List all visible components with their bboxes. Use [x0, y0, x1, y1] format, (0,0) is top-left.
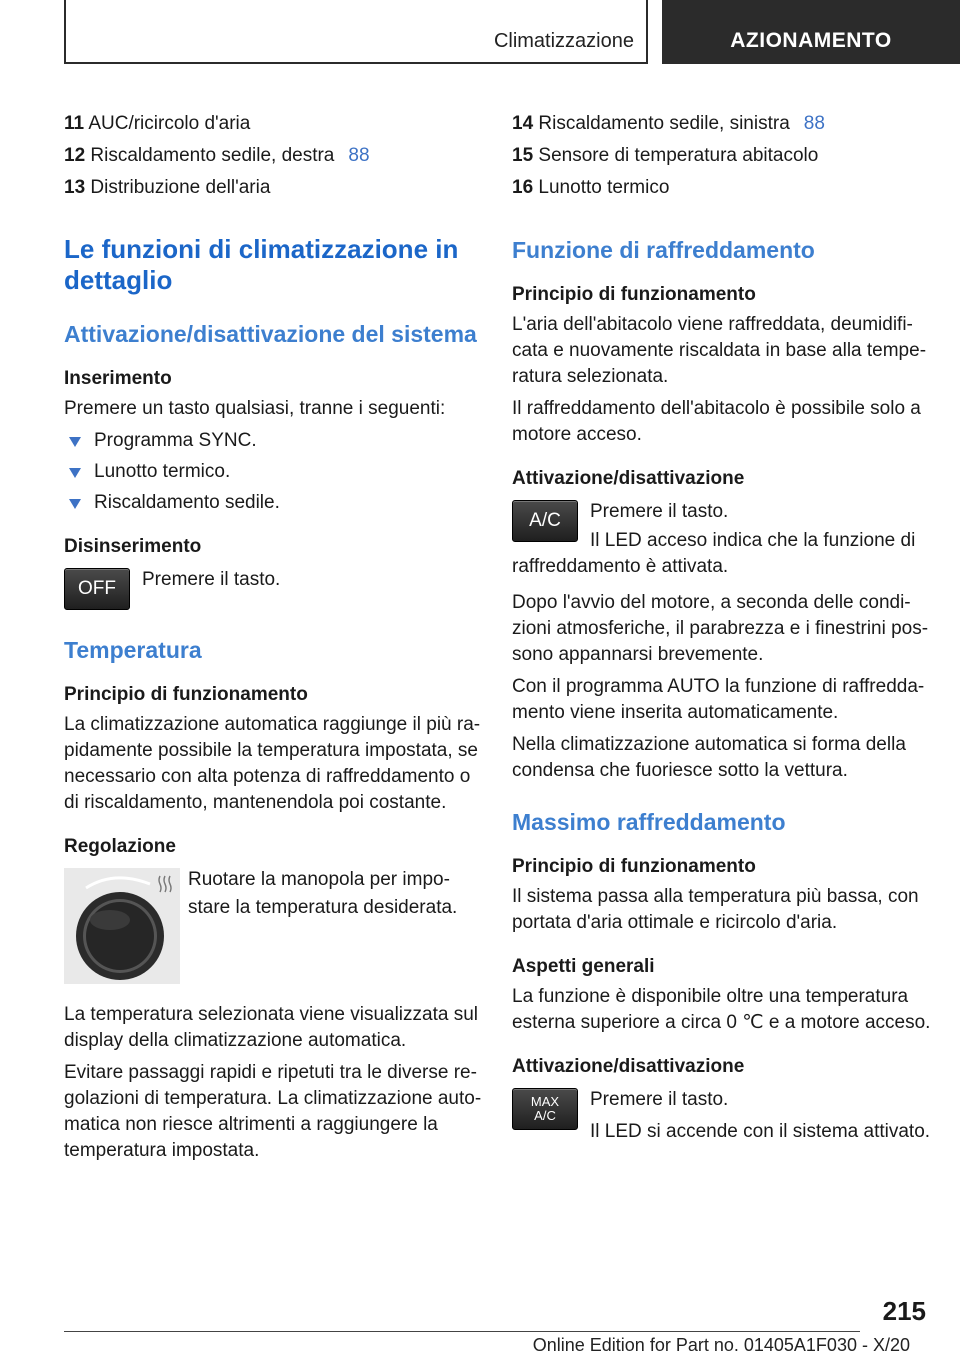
on-text: Premere un tasto qualsiasi, tranne i seguenti: — [64, 398, 446, 419]
knob-block — [64, 866, 484, 994]
legend-item — [64, 140, 484, 172]
legend-text: Riscaldamento sedile, destra — [90, 145, 335, 166]
ac-button-block — [512, 496, 932, 580]
legend-list-left — [64, 108, 484, 204]
legend-item — [512, 172, 932, 204]
cooling-section-title: Funzione di raffreddamento — [512, 237, 815, 263]
max-button-block — [512, 1084, 932, 1148]
footer-edition-text: Online Edition for Part no. 01405A1F030 - X/20 — [532, 1335, 910, 1355]
main-section-title: Le funzioni di climatizzazione in dettaglio — [64, 234, 459, 295]
bullet-item: Lunotto termico. — [64, 459, 484, 485]
bullet-item: Programma SYNC. — [64, 428, 484, 454]
legend-list-right — [512, 108, 932, 204]
page-reference-link[interactable]: 88 — [348, 145, 370, 166]
legend-text: AUC/ricircolo d'aria — [88, 113, 251, 134]
temp-principle-subtitle: Principio di funzionamento — [64, 684, 308, 705]
cool-principle-subtitle: Principio di funzionamento — [512, 284, 756, 305]
page-number: 215 — [882, 1296, 926, 1326]
legend-text: Distribuzione dell'aria — [90, 177, 271, 198]
regulation-paragraph-2: Evitare passaggi rapidi e ripetuti tra le diverse re-golazioni di temperatura. La climatizzazione auto-matica non riesce altrimenti a raggiungere la temperatura impostata. — [64, 1062, 482, 1161]
off-subtitle: Disinserimento — [64, 536, 202, 557]
legend-number: 13 — [64, 177, 86, 198]
max-cooling-section-title: Massimo raffreddamento — [512, 809, 786, 835]
cool-activation-subtitle: Attivazione/disattivazione — [512, 468, 745, 489]
on-subtitle: Inserimento — [64, 368, 172, 389]
left-column — [64, 108, 484, 1170]
legend-text: Lunotto termico — [538, 177, 670, 198]
max-principle-subtitle: Principio di funzionamento — [512, 856, 756, 877]
temp-principle-text: La climatizzazione automatica raggiunge il più ra-pidamente possibile la temperatura impostata, se necessario con alta potenza di raffreddamento o di riscaldamento, mantenendola poi costante. — [64, 714, 481, 813]
legend-text: Riscaldamento sedile, sinistra — [538, 113, 790, 134]
system-section-title: Attivazione/disattivazione del sistema — [64, 321, 477, 347]
bullet-item: Riscaldamento sedile. — [64, 490, 484, 516]
ac-button-text-2: Il LED acceso indica che la funzione di raffreddamento è attivata. — [512, 530, 916, 577]
footer-divider — [64, 1331, 860, 1332]
header-chapter-box — [662, 0, 960, 64]
legend-item — [512, 108, 932, 140]
max-button-text-1: Premere il tasto. — [590, 1089, 729, 1110]
regulation-subtitle: Regolazione — [64, 836, 176, 857]
max-general-subtitle: Aspetti generali — [512, 956, 655, 977]
ac-button-icon: A/C — [512, 500, 578, 542]
max-button-text-2: Il LED si accende con il sistema attivato. — [590, 1121, 931, 1142]
cool-paragraph-3: Dopo l'avvio del motore, a seconda delle condi-zioni atmosferiche, il parabrezza e i finestrini pos-sono appannarsi brevemente. — [512, 592, 929, 665]
cool-paragraph-1: L'aria dell'abitacolo viene raffreddata, deumidifi-cata e nuovamente riscaldata in base alla tempe-ratura selezionata. — [512, 314, 927, 387]
off-button-block — [64, 564, 484, 614]
legend-item — [512, 140, 932, 172]
legend-item — [64, 108, 484, 140]
max-ac-button-icon — [512, 1088, 578, 1130]
legend-item — [64, 172, 484, 204]
ac-button-text-1: Premere il tasto. — [590, 501, 729, 522]
header-chapter-title: AZIONAMENTO — [730, 29, 892, 52]
max-paragraph-1: Il sistema passa alla temperatura più bassa, con portata d'aria ottimale e ricircolo d'aria. — [512, 886, 919, 933]
legend-number: 16 — [512, 177, 534, 198]
legend-number: 11 — [64, 113, 85, 134]
max-button-label-line-1: MAX — [530, 1094, 560, 1109]
page-reference-link[interactable]: 88 — [803, 113, 825, 134]
legend-number: 15 — [512, 145, 534, 166]
cool-paragraph-2: Il raffreddamento dell'abitacolo è possibile solo a motore acceso. — [512, 398, 921, 445]
cool-paragraph-4: Con il programma AUTO la funzione di raffredda-mento viene inserita automaticamente. — [512, 676, 925, 723]
regulation-paragraph-1: La temperatura selezionata viene visualizzata sul display della climatizzazione automatica. — [64, 1004, 479, 1051]
off-button-icon: OFF — [64, 568, 130, 610]
legend-number: 12 — [64, 145, 86, 166]
legend-text: Sensore di temperatura abitacolo — [538, 145, 819, 166]
legend-number: 14 — [512, 113, 534, 134]
max-button-label-line-2: A/C — [534, 1108, 556, 1123]
regulation-text: Ruotare la manopola per impo-stare la temperatura desiderata. — [188, 869, 458, 918]
off-button-text: Premere il tasto. — [142, 569, 281, 590]
temperature-knob-icon — [64, 868, 180, 984]
temperature-section-title: Temperatura — [64, 637, 202, 663]
max-paragraph-2: La funzione è disponibile oltre una temperatura esterna superiore a circa 0 ℃ e a motore acceso. — [512, 986, 931, 1033]
cool-paragraph-5: Nella climatizzazione automatica si forma della condensa che fuoriesce sotto la vettura. — [512, 734, 906, 781]
right-column — [512, 108, 932, 1154]
max-activation-subtitle: Attivazione/disattivazione — [512, 1056, 745, 1077]
header-section-title: Climatizzazione — [493, 30, 634, 52]
header-section-box — [64, 0, 648, 64]
